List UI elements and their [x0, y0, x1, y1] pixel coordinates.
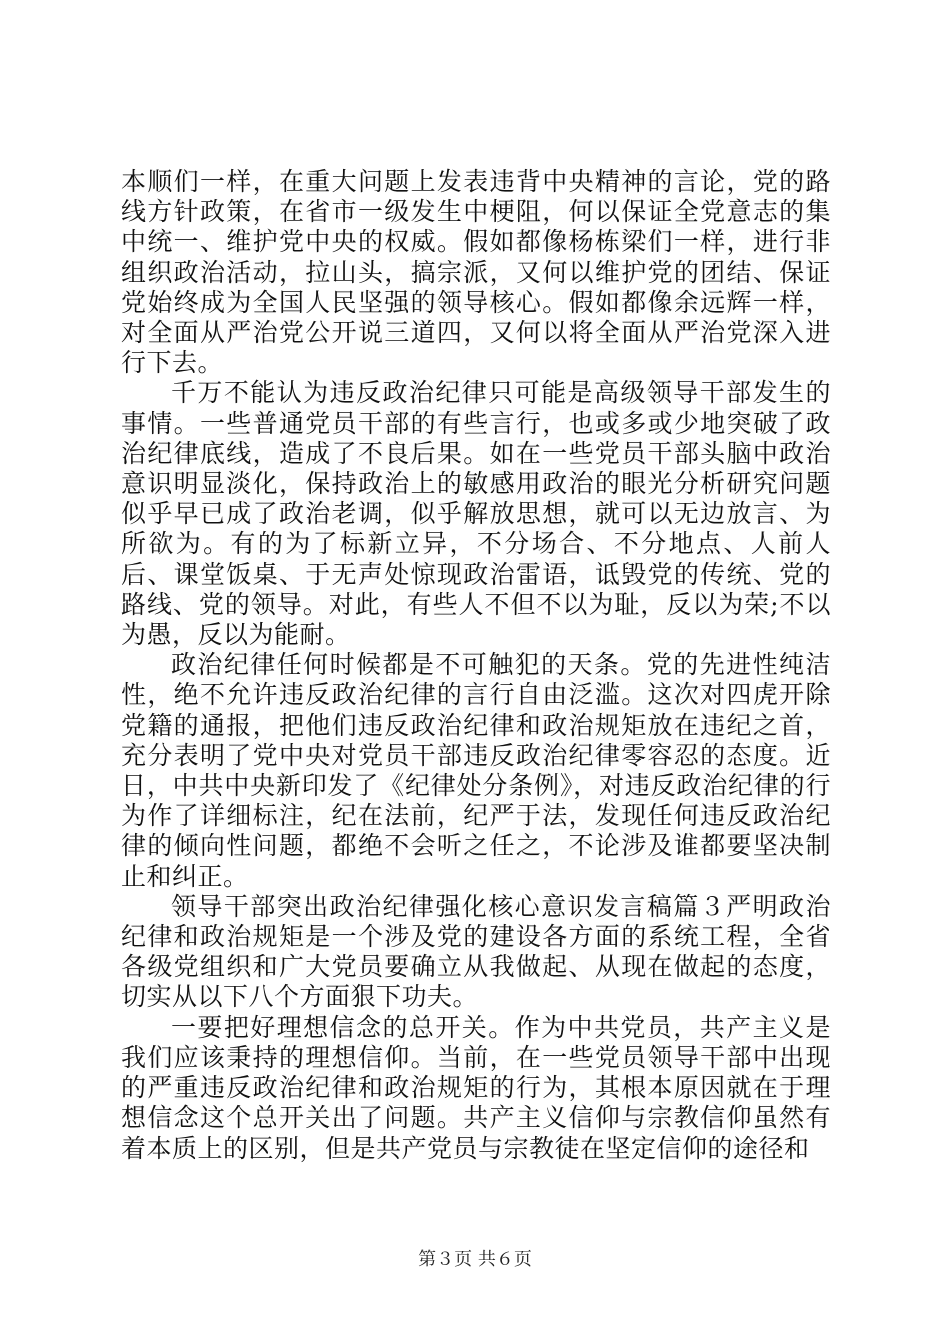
document-body: [121, 167, 831, 1164]
page-footer: 第３页 共６页: [418, 1249, 532, 1270]
paragraph-4: 领导干部突出政治纪律强化核心意识发言稿篇３严明政治纪律和政治规矩是一个涉及党的建设各方面的系统工程，全省各级党组织和广大党员要确立从我做起、从现在做起的态度，切实从以下八个方面狠下功夫。: [121, 891, 831, 1012]
paragraph-3: 政治纪律任何时候都是不可触犯的天条。党的先进性纯洁性，绝不允许违反政治纪律的言行自由泛滥。这次对四虎开除党籍的通报，把他们违反政治纪律和政治规矩放在违纪之首，充分表明了党中央对党员干部违反政治纪律零容忍的态度。近日，中共中央新印发了《纪律处分条例》，对违反政治纪律的行为作了详细标注，纪在法前，纪严于法，发现任何违反政治纪律的倾向性问题，都绝不会听之任之，不论涉及谁都要坚决制止和纠正。: [121, 650, 831, 891]
paragraph-5: 一要把好理想信念的总开关。作为中共党员，共产主义是我们应该秉持的理想信仰。当前，在一些党员领导干部中出现的严重违反政治纪律和政治规矩的行为，其根本原因就在于理想信念这个总开关出了问题。共产主义信仰与宗教信仰虽然有着本质上的区别，但是共产党员与宗教徒在坚定信仰的途径和: [121, 1012, 831, 1163]
paragraph-2: 千万不能认为违反政治纪律只可能是高级领导干部发生的事情。一些普通党员干部的有些言行，也或多或少地突破了政治纪律底线，造成了不良后果。如在一些党员干部头脑中政治意识明显淡化，保持政治上的敏感用政治的眼光分析研究问题似乎早已成了政治老调，似乎解放思想，就可以无边放言、为所欲为。有的为了标新立异，不分场合、不分地点、人前人后、课堂饭桌、于无声处惊现政治雷语，诋毁党的传统、党的路线、党的领导。对此，有些人不但不以为耻，反以为荣;不以为愚，反以为能耐。: [121, 378, 831, 650]
paragraph-1: 本顺们一样，在重大问题上发表违背中央精神的言论，党的路线方针政策，在省市一级发生中梗阻，何以保证全党意志的集中统一、维护党中央的权威。假如都像杨栋梁们一样，进行非组织政治活动，拉山头，搞宗派，又何以维护党的团结、保证党始终成为全国人民坚强的领导核心。假如都像余远辉一样，对全面从严治党公开说三道四，又何以将全面从严治党深入进行下去。: [121, 167, 831, 378]
